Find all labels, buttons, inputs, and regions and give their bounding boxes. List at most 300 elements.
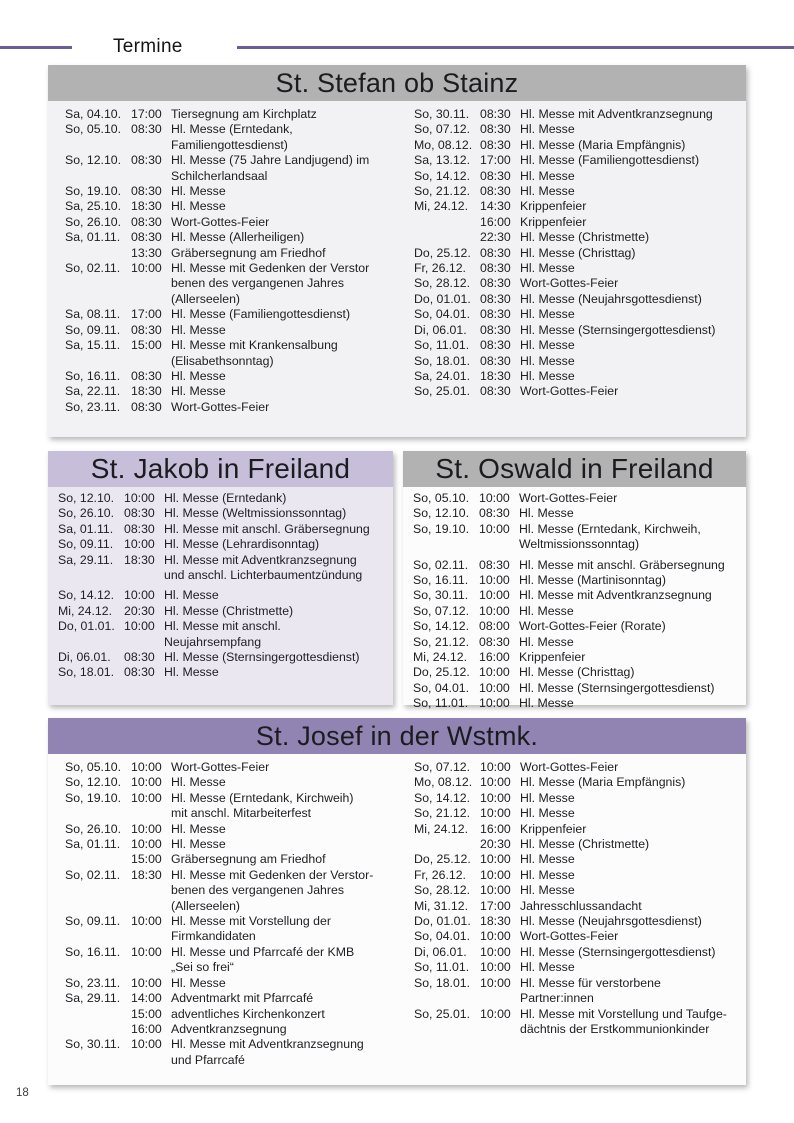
- event-time: 08:30: [480, 168, 511, 183]
- schedule-column: [403, 487, 746, 712]
- event-date: Mo, 08.12.: [414, 137, 473, 152]
- event-date: Sa, 15.11.: [65, 338, 121, 353]
- schedule-row: [414, 338, 746, 353]
- event-time: 08:30: [131, 399, 162, 414]
- schedule-row: [65, 1007, 397, 1022]
- event-time: 22:30: [480, 230, 511, 245]
- event-time: 10:00: [124, 537, 155, 552]
- event-description: Hl. Messe (Sternsingergottesdienst): [520, 322, 716, 337]
- event-description: Hl. Messe für verstorbene Partner:innen: [520, 975, 661, 1006]
- schedule-row: [413, 506, 746, 521]
- schedule-row: [414, 1007, 746, 1038]
- event-date: So, 18.01.: [58, 665, 115, 680]
- event-time: 08:30: [480, 107, 511, 121]
- schedule-row: [65, 230, 397, 245]
- event-date: Do, 25.12.: [414, 852, 471, 867]
- schedule-row: [58, 537, 393, 552]
- event-description: Hl. Messe (Erntedank): [164, 491, 287, 505]
- event-time: 10:00: [480, 760, 511, 774]
- event-description: Hl. Messe (Neujahrsgottesdienst): [520, 914, 702, 929]
- event-time: 17:00: [131, 107, 162, 121]
- schedule-row: [65, 868, 397, 914]
- schedule-row: [58, 665, 393, 680]
- event-time: 20:30: [124, 603, 155, 618]
- schedule-row: [65, 153, 397, 184]
- schedule-row: [413, 491, 746, 506]
- event-time: 18:30: [124, 552, 155, 567]
- event-date: Mi, 31.12.: [414, 898, 468, 913]
- schedule-row: [414, 868, 746, 883]
- event-description: Hl. Messe (Sternsingergottesdienst): [164, 650, 360, 665]
- event-description: Hl. Messe: [520, 184, 575, 199]
- event-description: Hl. Messe: [520, 338, 575, 353]
- event-date: So, 11.01.: [414, 960, 470, 975]
- page-number: 18: [16, 1087, 29, 1099]
- event-time: 08:30: [131, 322, 162, 337]
- schedule-row: [414, 199, 746, 214]
- section-st-jakob: [48, 451, 393, 705]
- event-time: 15:00: [131, 338, 162, 353]
- schedule-row: [65, 760, 397, 775]
- event-time: 20:30: [480, 837, 511, 852]
- event-description: Hl. Messe mit anschl. Gräbersegnung: [519, 557, 725, 572]
- event-time: 10:00: [479, 521, 510, 536]
- event-time: 08:30: [124, 665, 155, 680]
- event-time: 10:00: [124, 619, 155, 634]
- event-time: 08:30: [131, 184, 162, 199]
- event-time: 08:30: [480, 353, 511, 368]
- event-description: Hl. Messe (Familiengottesdienst): [171, 307, 351, 322]
- event-description: Hl. Messe: [520, 960, 575, 975]
- event-time: 08:00: [479, 619, 510, 634]
- event-time: 08:30: [480, 261, 511, 276]
- event-time: 10:00: [131, 261, 162, 276]
- event-time: 17:00: [480, 898, 511, 913]
- event-description: Hl. Messe: [519, 506, 574, 521]
- schedule-column: [48, 487, 393, 681]
- event-date: So, 30.11.: [413, 588, 469, 603]
- event-description: Hl. Messe: [520, 790, 575, 805]
- event-time: 10:00: [131, 1037, 162, 1052]
- section-st-stefan: [48, 65, 746, 437]
- event-date: So, 16.11.: [413, 573, 469, 588]
- section-title: St. Jakob in Freiland: [48, 451, 393, 487]
- schedule-row: [58, 491, 393, 506]
- event-time: 08:30: [480, 184, 511, 199]
- event-description: Hl. Messe: [520, 353, 575, 368]
- event-description: Hl. Messe mit Gedenken der Verstor benen des vergangenen Jahres (Allerseelen): [171, 261, 370, 306]
- schedule-row: [414, 852, 746, 867]
- event-time: 15:00: [131, 852, 162, 867]
- event-description: Gräbersegnung am Friedhof: [171, 852, 326, 867]
- schedule-row: [414, 791, 746, 806]
- event-date: So, 05.10.: [65, 122, 122, 137]
- event-date: Mi, 24.12.: [413, 650, 467, 665]
- event-description: Hl. Messe (Erntedank, Familiengottesdienst): [171, 122, 293, 152]
- schedule-row: [65, 246, 397, 261]
- event-date: So, 12.10.: [65, 775, 122, 790]
- event-description: Hl. Messe: [171, 821, 226, 836]
- schedule-row: [58, 522, 393, 537]
- schedule-row: [414, 292, 746, 307]
- event-description: Hl. Messe (Allerheiligen): [171, 230, 305, 245]
- schedule-row: [413, 558, 746, 573]
- event-description: Hl. Messe: [520, 168, 575, 183]
- event-description: Hl. Messe (Lehrardisonntag): [164, 537, 320, 552]
- event-description: Hl. Messe (Christtag): [519, 665, 635, 680]
- event-description: Hl. Messe (Sternsingergottesdienst): [520, 944, 716, 959]
- event-description: Wort-Gottes-Feier: [520, 929, 619, 944]
- event-date: So, 12.10.: [65, 153, 122, 168]
- section-st-josef: [48, 718, 746, 1085]
- event-time: 10:00: [479, 603, 510, 618]
- event-time: 08:30: [124, 650, 155, 665]
- event-time: 08:30: [131, 230, 162, 245]
- event-date: So, 26.10.: [58, 506, 115, 521]
- event-description: Hl. Messe: [171, 975, 226, 990]
- event-date: So, 19.10.: [65, 184, 122, 199]
- schedule-row: [414, 169, 746, 184]
- accent-rule-right: [237, 46, 794, 49]
- event-description: Hl. Messe (Sternsingergottesdienst): [519, 680, 715, 695]
- schedule-row: [65, 1022, 397, 1037]
- schedule-row: [414, 122, 746, 137]
- event-time: 14:30: [480, 199, 511, 214]
- schedule-row: [414, 899, 746, 914]
- event-time: 10:00: [479, 665, 510, 680]
- event-time: 10:00: [131, 790, 162, 805]
- event-time: 10:00: [479, 588, 510, 603]
- event-time: 10:00: [479, 573, 510, 588]
- event-date: Di, 06.01.: [414, 944, 467, 959]
- schedule-row: [65, 184, 397, 199]
- event-description: Hl. Messe: [520, 261, 575, 276]
- schedule-row: [65, 1037, 397, 1068]
- event-description: Hl. Messe (Christmette): [164, 603, 294, 618]
- schedule-row: [414, 883, 746, 898]
- schedule-columns: [48, 101, 746, 415]
- event-description: Hl. Messe (Maria Empfängnis): [520, 137, 686, 152]
- event-description: Hl. Messe: [520, 852, 575, 867]
- schedule-column: [397, 101, 746, 415]
- schedule-row: [414, 246, 746, 261]
- event-date: Sa, 08.11.: [65, 307, 121, 322]
- schedule-row: [65, 307, 397, 322]
- event-date: Mo, 08.12.: [414, 775, 473, 790]
- event-date: So, 21.12.: [414, 806, 471, 821]
- event-time: 10:00: [131, 944, 162, 959]
- event-time: 16:00: [480, 821, 511, 836]
- event-time: 10:00: [479, 680, 510, 695]
- schedule-row: [413, 681, 746, 696]
- event-time: 16:00: [131, 1021, 162, 1036]
- schedule-row: [413, 619, 746, 634]
- event-date: So, 28.12.: [414, 276, 471, 291]
- event-description: Hl. Messe und Pfarrcafé der KMB „Sei so frei“: [171, 944, 355, 975]
- schedule-row: [414, 276, 746, 291]
- event-date: So, 14.12.: [58, 588, 115, 603]
- schedule-row: [58, 553, 393, 584]
- event-description: Hl. Messe (Christtag): [520, 245, 636, 260]
- event-description: Hl. Messe (Erntedank, Kirchweih) mit anschl. Mitarbeiterfest: [171, 790, 354, 821]
- event-description: Hl. Messe: [171, 184, 226, 199]
- schedule-row: [65, 122, 397, 153]
- event-time: 10:00: [124, 588, 155, 603]
- event-date: So, 25.01.: [414, 384, 471, 399]
- schedule-column: [48, 754, 397, 1068]
- schedule-row: [65, 400, 397, 415]
- schedule-row: [413, 696, 746, 711]
- event-date: So, 28.12.: [414, 883, 471, 898]
- schedule-row: [58, 588, 393, 603]
- event-date: Fr, 26.12.: [414, 867, 466, 882]
- event-date: Do, 01.01.: [414, 914, 471, 929]
- schedule-row: [414, 323, 746, 338]
- event-description: Hl. Messe (Maria Empfängnis): [520, 775, 686, 790]
- event-description: Hl. Messe (Christmette): [520, 230, 650, 245]
- schedule-row: [65, 852, 397, 867]
- schedule-columns: [48, 487, 393, 681]
- event-date: Do, 25.12.: [414, 245, 471, 260]
- schedule-row: [65, 338, 397, 369]
- event-description: Hl. Messe: [520, 122, 575, 137]
- event-description: Hl. Messe mit Adventkranzsegnung: [519, 588, 712, 603]
- event-description: Hl. Messe (Familiengottesdienst): [520, 153, 700, 168]
- schedule-row: [65, 991, 397, 1006]
- schedule-row: [414, 230, 746, 245]
- event-description: Hl. Messe: [171, 384, 226, 399]
- event-description: Hl. Messe mit Vorstellung und Taufge- dächtnis der Erstkommunionkinder: [520, 1006, 727, 1036]
- schedule-row: [414, 976, 746, 1007]
- schedule-row: [65, 914, 397, 945]
- event-date: Di, 06.01.: [414, 322, 467, 337]
- event-description: Hl. Messe mit Gedenken der Verstor- benen des vergangenen Jahres (Allerseelen): [171, 867, 374, 913]
- schedule-row: [65, 945, 397, 976]
- event-description: Hl. Messe: [171, 322, 226, 337]
- event-description: Hl. Messe (Neujahrsgottesdienst): [520, 291, 702, 306]
- event-time: 10:00: [480, 852, 511, 867]
- event-date: So, 04.01.: [414, 307, 471, 322]
- schedule-row: [65, 215, 397, 230]
- event-date: Sa, 29.11.: [58, 552, 114, 567]
- event-time: 08:30: [479, 634, 510, 649]
- event-time: 10:00: [480, 1006, 511, 1021]
- event-description: Hl. Messe (Weltmissionssonntag): [164, 506, 347, 521]
- event-time: 08:30: [480, 291, 511, 306]
- event-time: 10:00: [131, 821, 162, 836]
- schedule-row: [414, 107, 746, 122]
- event-date: So, 19.10.: [65, 790, 122, 805]
- event-date: So, 14.12.: [414, 790, 471, 805]
- schedule-row: [65, 791, 397, 822]
- event-date: Sa, 29.11.: [65, 991, 121, 1006]
- event-time: 10:00: [480, 790, 511, 805]
- event-date: So, 12.10.: [413, 506, 470, 521]
- event-description: Hl. Messe: [520, 867, 575, 882]
- event-date: So, 26.10.: [65, 821, 122, 836]
- page-title: Termine: [113, 36, 183, 57]
- section-st-oswald: [403, 451, 746, 711]
- event-description: Krippenfeier: [520, 199, 587, 214]
- event-date: Sa, 01.11.: [65, 837, 121, 852]
- event-description: Wort-Gottes-Feier: [519, 491, 618, 505]
- event-date: Do, 01.01.: [58, 619, 115, 634]
- event-time: 10:00: [479, 696, 510, 711]
- schedule-row: [413, 650, 746, 665]
- event-time: 18:30: [131, 199, 162, 214]
- event-time: 10:00: [131, 975, 162, 990]
- event-time: 08:30: [479, 557, 510, 572]
- event-description: adventliches Kirchenkonzert: [171, 1006, 325, 1021]
- schedule-row: [58, 604, 393, 619]
- event-date: So, 19.10.: [413, 521, 470, 536]
- event-description: Wort-Gottes-Feier: [171, 399, 270, 414]
- event-description: Jahresschlussandacht: [520, 898, 642, 913]
- event-description: Hl. Messe mit Adventkranzsegnung und Pfarrcafé: [171, 1037, 364, 1067]
- event-date: So, 11.01.: [413, 696, 469, 711]
- event-date: So, 05.10.: [65, 760, 122, 774]
- event-time: 08:30: [131, 122, 162, 137]
- event-time: 08:30: [131, 214, 162, 229]
- event-time: 08:30: [124, 506, 155, 521]
- event-time: 10:00: [479, 491, 510, 505]
- schedule-row: [413, 635, 746, 650]
- event-time: 08:30: [131, 368, 162, 383]
- event-description: Wort-Gottes-Feier: [520, 384, 619, 399]
- event-date: Fr, 26.12.: [414, 261, 466, 276]
- event-time: 13:30: [131, 245, 162, 260]
- event-time: 16:00: [479, 650, 510, 665]
- schedule-row: [414, 369, 746, 384]
- event-date: So, 02.11.: [65, 261, 121, 276]
- schedule-row: [414, 760, 746, 775]
- event-time: 10:00: [131, 775, 162, 790]
- event-date: So, 02.11.: [65, 867, 121, 882]
- event-time: 10:00: [131, 837, 162, 852]
- schedule-column: [397, 754, 746, 1068]
- event-description: Hl. Messe: [519, 603, 574, 618]
- event-description: Hl. Messe: [164, 665, 219, 680]
- event-date: Sa, 13.12.: [414, 153, 471, 168]
- event-description: Hl. Messe: [171, 199, 226, 214]
- schedule-columns: [48, 754, 746, 1068]
- event-date: Sa, 01.11.: [58, 521, 114, 536]
- event-date: So, 07.12.: [414, 760, 471, 774]
- event-date: So, 21.12.: [413, 634, 470, 649]
- event-date: Sa, 24.01.: [414, 368, 471, 383]
- event-date: So, 11.01.: [414, 338, 470, 353]
- event-description: Tiersegnung am Kirchplatz: [171, 107, 317, 121]
- event-date: So, 26.10.: [65, 214, 122, 229]
- schedule-row: [65, 199, 397, 214]
- event-time: 10:00: [131, 760, 162, 774]
- event-description: Hl. Messe mit anschl. Neujahrsempfang: [164, 619, 281, 649]
- event-time: 10:00: [480, 929, 511, 944]
- schedule-row: [414, 153, 746, 168]
- event-time: 08:30: [480, 245, 511, 260]
- event-time: 08:30: [124, 521, 155, 536]
- event-time: 08:30: [480, 137, 511, 152]
- event-time: 10:00: [480, 806, 511, 821]
- event-date: Sa, 01.11.: [65, 230, 121, 245]
- event-date: So, 23.11.: [65, 399, 121, 414]
- event-description: Krippenfeier: [520, 214, 587, 229]
- event-date: So, 07.12.: [414, 122, 471, 137]
- schedule-row: [58, 506, 393, 521]
- event-description: Hl. Messe (Christmette): [520, 837, 650, 852]
- event-time: 08:30: [479, 506, 510, 521]
- event-description: Wort-Gottes-Feier: [171, 760, 270, 774]
- schedule-row: [58, 650, 393, 665]
- schedule-row: [414, 837, 746, 852]
- event-time: 10:00: [131, 914, 162, 929]
- event-date: So, 09.11.: [65, 322, 121, 337]
- section-title: St. Stefan ob Stainz: [48, 65, 746, 101]
- schedule-row: [65, 775, 397, 790]
- schedule-row: [413, 604, 746, 619]
- event-date: So, 21.12.: [414, 184, 471, 199]
- schedule-row: [414, 215, 746, 230]
- schedule-row: [414, 307, 746, 322]
- event-description: Hl. Messe: [171, 775, 226, 790]
- event-description: Hl. Messe: [171, 368, 226, 383]
- section-title: St. Oswald in Freiland: [403, 451, 746, 487]
- schedule-row: [414, 354, 746, 369]
- event-time: 10:00: [480, 960, 511, 975]
- event-description: Adventkranzsegnung: [171, 1021, 287, 1036]
- event-date: Sa, 04.10.: [65, 107, 122, 121]
- event-description: Hl. Messe mit Adventkranzsegnung: [520, 107, 713, 121]
- event-description: Wort-Gottes-Feier (Rorate): [519, 619, 666, 634]
- event-date: So, 25.01.: [414, 1006, 471, 1021]
- schedule-row: [58, 619, 393, 650]
- event-time: 18:30: [480, 914, 511, 929]
- event-description: Wort-Gottes-Feier: [520, 276, 619, 291]
- event-description: Wort-Gottes-Feier: [171, 214, 270, 229]
- schedule-row: [65, 384, 397, 399]
- schedule-row: [414, 775, 746, 790]
- event-date: Di, 06.01.: [58, 650, 111, 665]
- event-description: Hl. Messe: [520, 307, 575, 322]
- event-description: Krippenfeier: [519, 650, 586, 665]
- event-time: 08:30: [480, 276, 511, 291]
- accent-rule-left: [0, 46, 72, 49]
- event-time: 10:00: [480, 867, 511, 882]
- event-date: So, 16.11.: [65, 368, 121, 383]
- schedule-row: [414, 929, 746, 944]
- event-date: So, 14.12.: [414, 168, 471, 183]
- event-date: So, 18.01.: [414, 353, 471, 368]
- event-time: 10:00: [480, 975, 511, 990]
- schedule-row: [414, 960, 746, 975]
- event-date: So, 04.01.: [413, 680, 470, 695]
- schedule-columns: [403, 487, 746, 712]
- schedule-row: [413, 573, 746, 588]
- schedule-row: [414, 384, 746, 399]
- event-time: 18:30: [131, 384, 162, 399]
- event-time: 14:00: [131, 991, 162, 1006]
- event-date: So, 02.11.: [413, 557, 469, 572]
- event-description: Hl. Messe mit Krankensalbung (Elisabethsonntag): [171, 338, 338, 368]
- event-time: 08:30: [480, 338, 511, 353]
- event-description: Krippenfeier: [520, 821, 587, 836]
- event-time: 16:00: [480, 214, 511, 229]
- event-time: 17:00: [480, 153, 511, 168]
- schedule-row: [413, 522, 746, 553]
- event-time: 10:00: [480, 883, 511, 898]
- schedule-row: [65, 822, 397, 837]
- event-date: Sa, 22.11.: [65, 384, 121, 399]
